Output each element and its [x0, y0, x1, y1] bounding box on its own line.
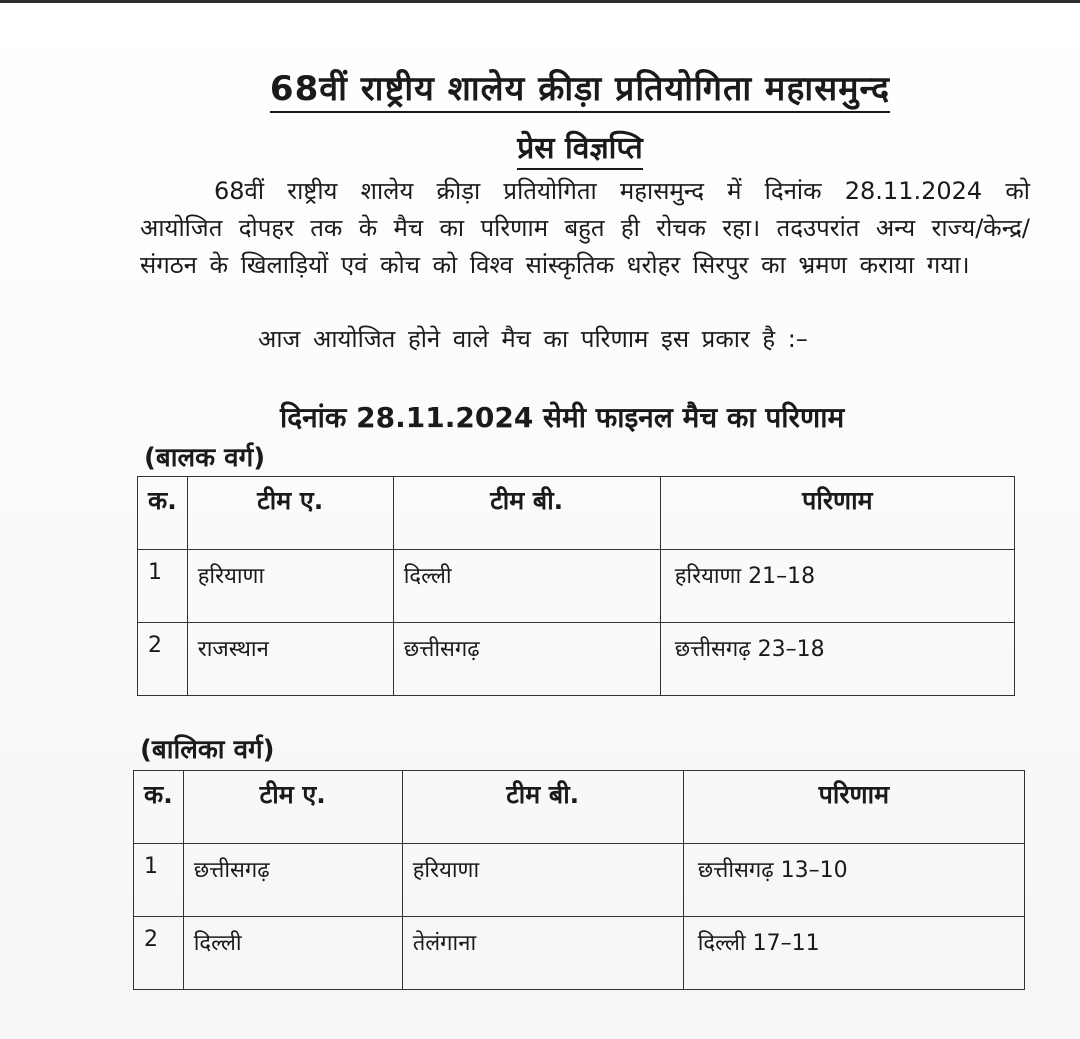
cell-result: हरियाणा 21–18 [660, 550, 1014, 623]
header-serial: क. [138, 477, 188, 550]
girls-results-table [133, 770, 1025, 990]
document-title-text: 68वीं राष्ट्रीय शालेय क्रीड़ा प्रतियोगिता महासमुन्द [270, 69, 890, 113]
header-result: परिणाम [683, 771, 1024, 844]
top-border [0, 0, 1080, 3]
cell-team-a: राजस्थान [187, 623, 393, 696]
results-intro-line: आज आयोजित होने वाले मैच का परिणाम इस प्रकार है :– [258, 325, 808, 353]
cell-serial: 2 [134, 917, 184, 990]
cell-serial: 1 [134, 844, 184, 917]
document-subtitle [0, 126, 1080, 167]
boys-group-label: (बालक वर्ग) [144, 443, 266, 473]
cell-serial: 2 [138, 623, 188, 696]
header-team-b: टीम बी. [402, 771, 683, 844]
cell-team-b: तेलंगाना [402, 917, 683, 990]
cell-team-b: हरियाणा [402, 844, 683, 917]
header-team-a: टीम ए. [183, 771, 402, 844]
document-title [0, 64, 1080, 110]
header-team-b: टीम बी. [393, 477, 660, 550]
boys-results-table [137, 476, 1015, 696]
girls-group-label: (बालिका वर्ग) [140, 735, 275, 765]
intro-paragraph: 68वीं राष्ट्रीय शालेय क्रीड़ा प्रतियोगिता महासमुन्द में दिनांक 28.11.2024 को आयोजित दोपहर तक के मैच का परिणाम बहुत ही रोचक रहा। तदउपरांत अन्य राज्य/केन्द्र/संगठन के खिलाड़ियों एवं कोच को विश्व सांस्कृतिक धरोहर सिरपुर का भ्रमण कराया गया। [140, 177, 1030, 279]
document-subtitle-text: प्रेस विज्ञप्ति [517, 131, 643, 170]
cell-team-a: हरियाणा [187, 550, 393, 623]
header-serial: क. [134, 771, 184, 844]
table-header-row [134, 771, 1025, 844]
cell-result: छत्तीसगढ़ 13–10 [683, 844, 1024, 917]
table-row [134, 844, 1025, 917]
table-row [134, 917, 1025, 990]
table-row [138, 623, 1015, 696]
cell-result: दिल्ली 17–11 [683, 917, 1024, 990]
cell-team-a: दिल्ली [183, 917, 402, 990]
cell-team-b: छत्तीसगढ़ [393, 623, 660, 696]
table-header-row [138, 477, 1015, 550]
header-team-a: टीम ए. [187, 477, 393, 550]
header-result: परिणाम [660, 477, 1014, 550]
cell-team-b: दिल्ली [393, 550, 660, 623]
cell-team-a: छत्तीसगढ़ [183, 844, 402, 917]
table-row [138, 550, 1015, 623]
results-heading: दिनांक 28.11.2024 सेमी फाइनल मैच का परिणाम [280, 401, 845, 434]
cell-serial: 1 [138, 550, 188, 623]
cell-result: छत्तीसगढ़ 23–18 [660, 623, 1014, 696]
